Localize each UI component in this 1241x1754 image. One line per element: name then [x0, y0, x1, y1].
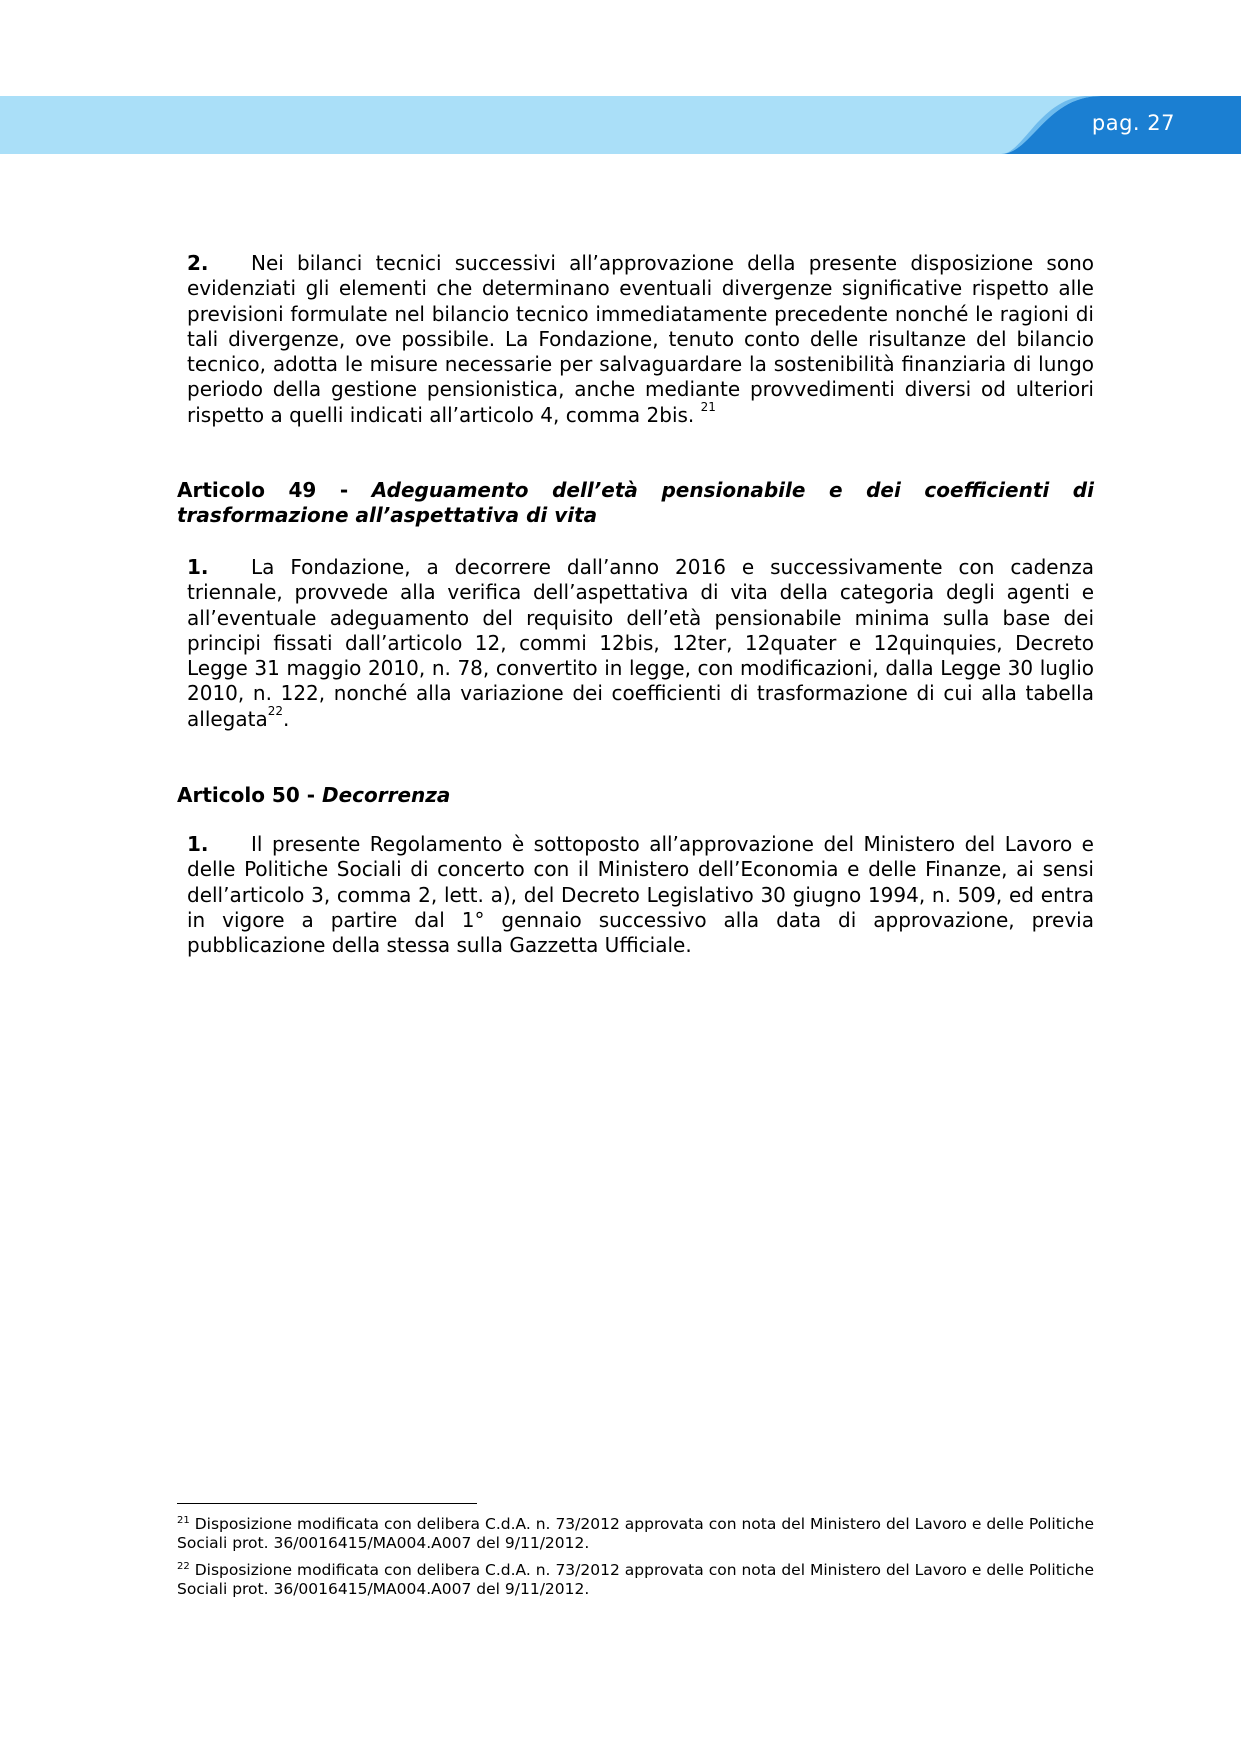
- footnote-22: [177, 1561, 1094, 1599]
- article-label: Articolo 50 -: [177, 783, 322, 807]
- article-title: Adeguamento dell’età pensionabile e dei coefficienti di trasformazione all’aspettativa di vita: [177, 478, 1094, 527]
- footnote-ref-21[interactable]: 21: [700, 399, 716, 414]
- footnote-ref-22[interactable]: 22: [267, 703, 284, 718]
- footnote-marker: 21: [177, 1515, 190, 1526]
- paragraph-text: Il presente Regolamento è sottoposto all’approvazione del Ministero del Lavoro e delle Politiche Sociali di concerto con il Ministero dell’Economia e delle Finanze, ai sensi dell’articolo 3, comma 2, lett. a), del Decreto Legislativo 30 giugno 1994, n. 509, ed entra in vigore a partire dal 1° gennaio successivo alla data di approvazione, previa pubblicazione della stessa sulla Gazzetta Ufficiale.: [187, 832, 1094, 958]
- footnote-text: Disposizione modificata con delibera C.d.A. n. 73/2012 approvata con nota del Ministero del Lavoro e delle Politiche Sociali prot. 36/0016415/MA004.A007 del 9/11/2012.: [177, 1515, 1094, 1552]
- footnote-marker: 22: [177, 1561, 190, 1572]
- article-50-paragraph-1: [187, 832, 1094, 958]
- page-number: pag. 27: [1091, 111, 1175, 135]
- paragraph-number: 1.: [187, 832, 209, 856]
- article-49-heading: [177, 478, 1094, 528]
- paragraph-text: Nei bilanci tecnici successivi all’approvazione della presente disposizione sono evidenziati gli elementi che determinano eventuali divergenze significative rispetto alle previsioni formulate nel bilancio tecnico immediatamente precedente nonché le ragioni di tali divergenze, ove possibile. La Fondazione, tenuto conto delle risultanze del bilancio tecnico, adotta le misure necessarie per salvaguardare la sostenibilità finanziaria di lungo periodo della gestione pensionistica, anche mediante provvedimenti diversi od ulteriori rispetto a quelli indicati all’articolo 4, comma 2bis.: [187, 251, 1094, 427]
- paragraph-2: [187, 251, 1094, 428]
- footnote-21: [177, 1515, 1094, 1553]
- paragraph-text: La Fondazione, a decorrere dall’anno 2016 e successivamente con cadenza triennale, provvede alla verifica dell’aspettativa di vita della categoria degli agenti e all’eventuale adeguamento del requisito dell’età pensionabile minima sulla base dei principi fissati dall’articolo 12, commi 12bis, 12ter, 12quater e 12quinquies, Decreto Legge 31 maggio 2010, n. 78, convertito in legge, con modificazioni, dalla Legge 30 luglio 2010, n. 122, nonché alla variazione dei coefficienti di trasformazione di cui alla tabella allegata: [187, 555, 1094, 731]
- footnote-separator: [177, 1503, 477, 1504]
- paragraph-end: .: [283, 706, 290, 731]
- article-50-heading: [177, 783, 1094, 808]
- article-label: Articolo 49 -: [177, 478, 372, 502]
- article-title: Decorrenza: [321, 783, 451, 807]
- article-49-paragraph-1: [187, 555, 1094, 732]
- paragraph-number: 1.: [187, 555, 209, 579]
- paragraph-number: 2.: [187, 251, 209, 275]
- footnote-text: Disposizione modificata con delibera C.d.A. n. 73/2012 approvata con nota del Ministero del Lavoro e delle Politiche Sociali prot. 36/0016415/MA004.A007 del 9/11/2012.: [177, 1561, 1094, 1598]
